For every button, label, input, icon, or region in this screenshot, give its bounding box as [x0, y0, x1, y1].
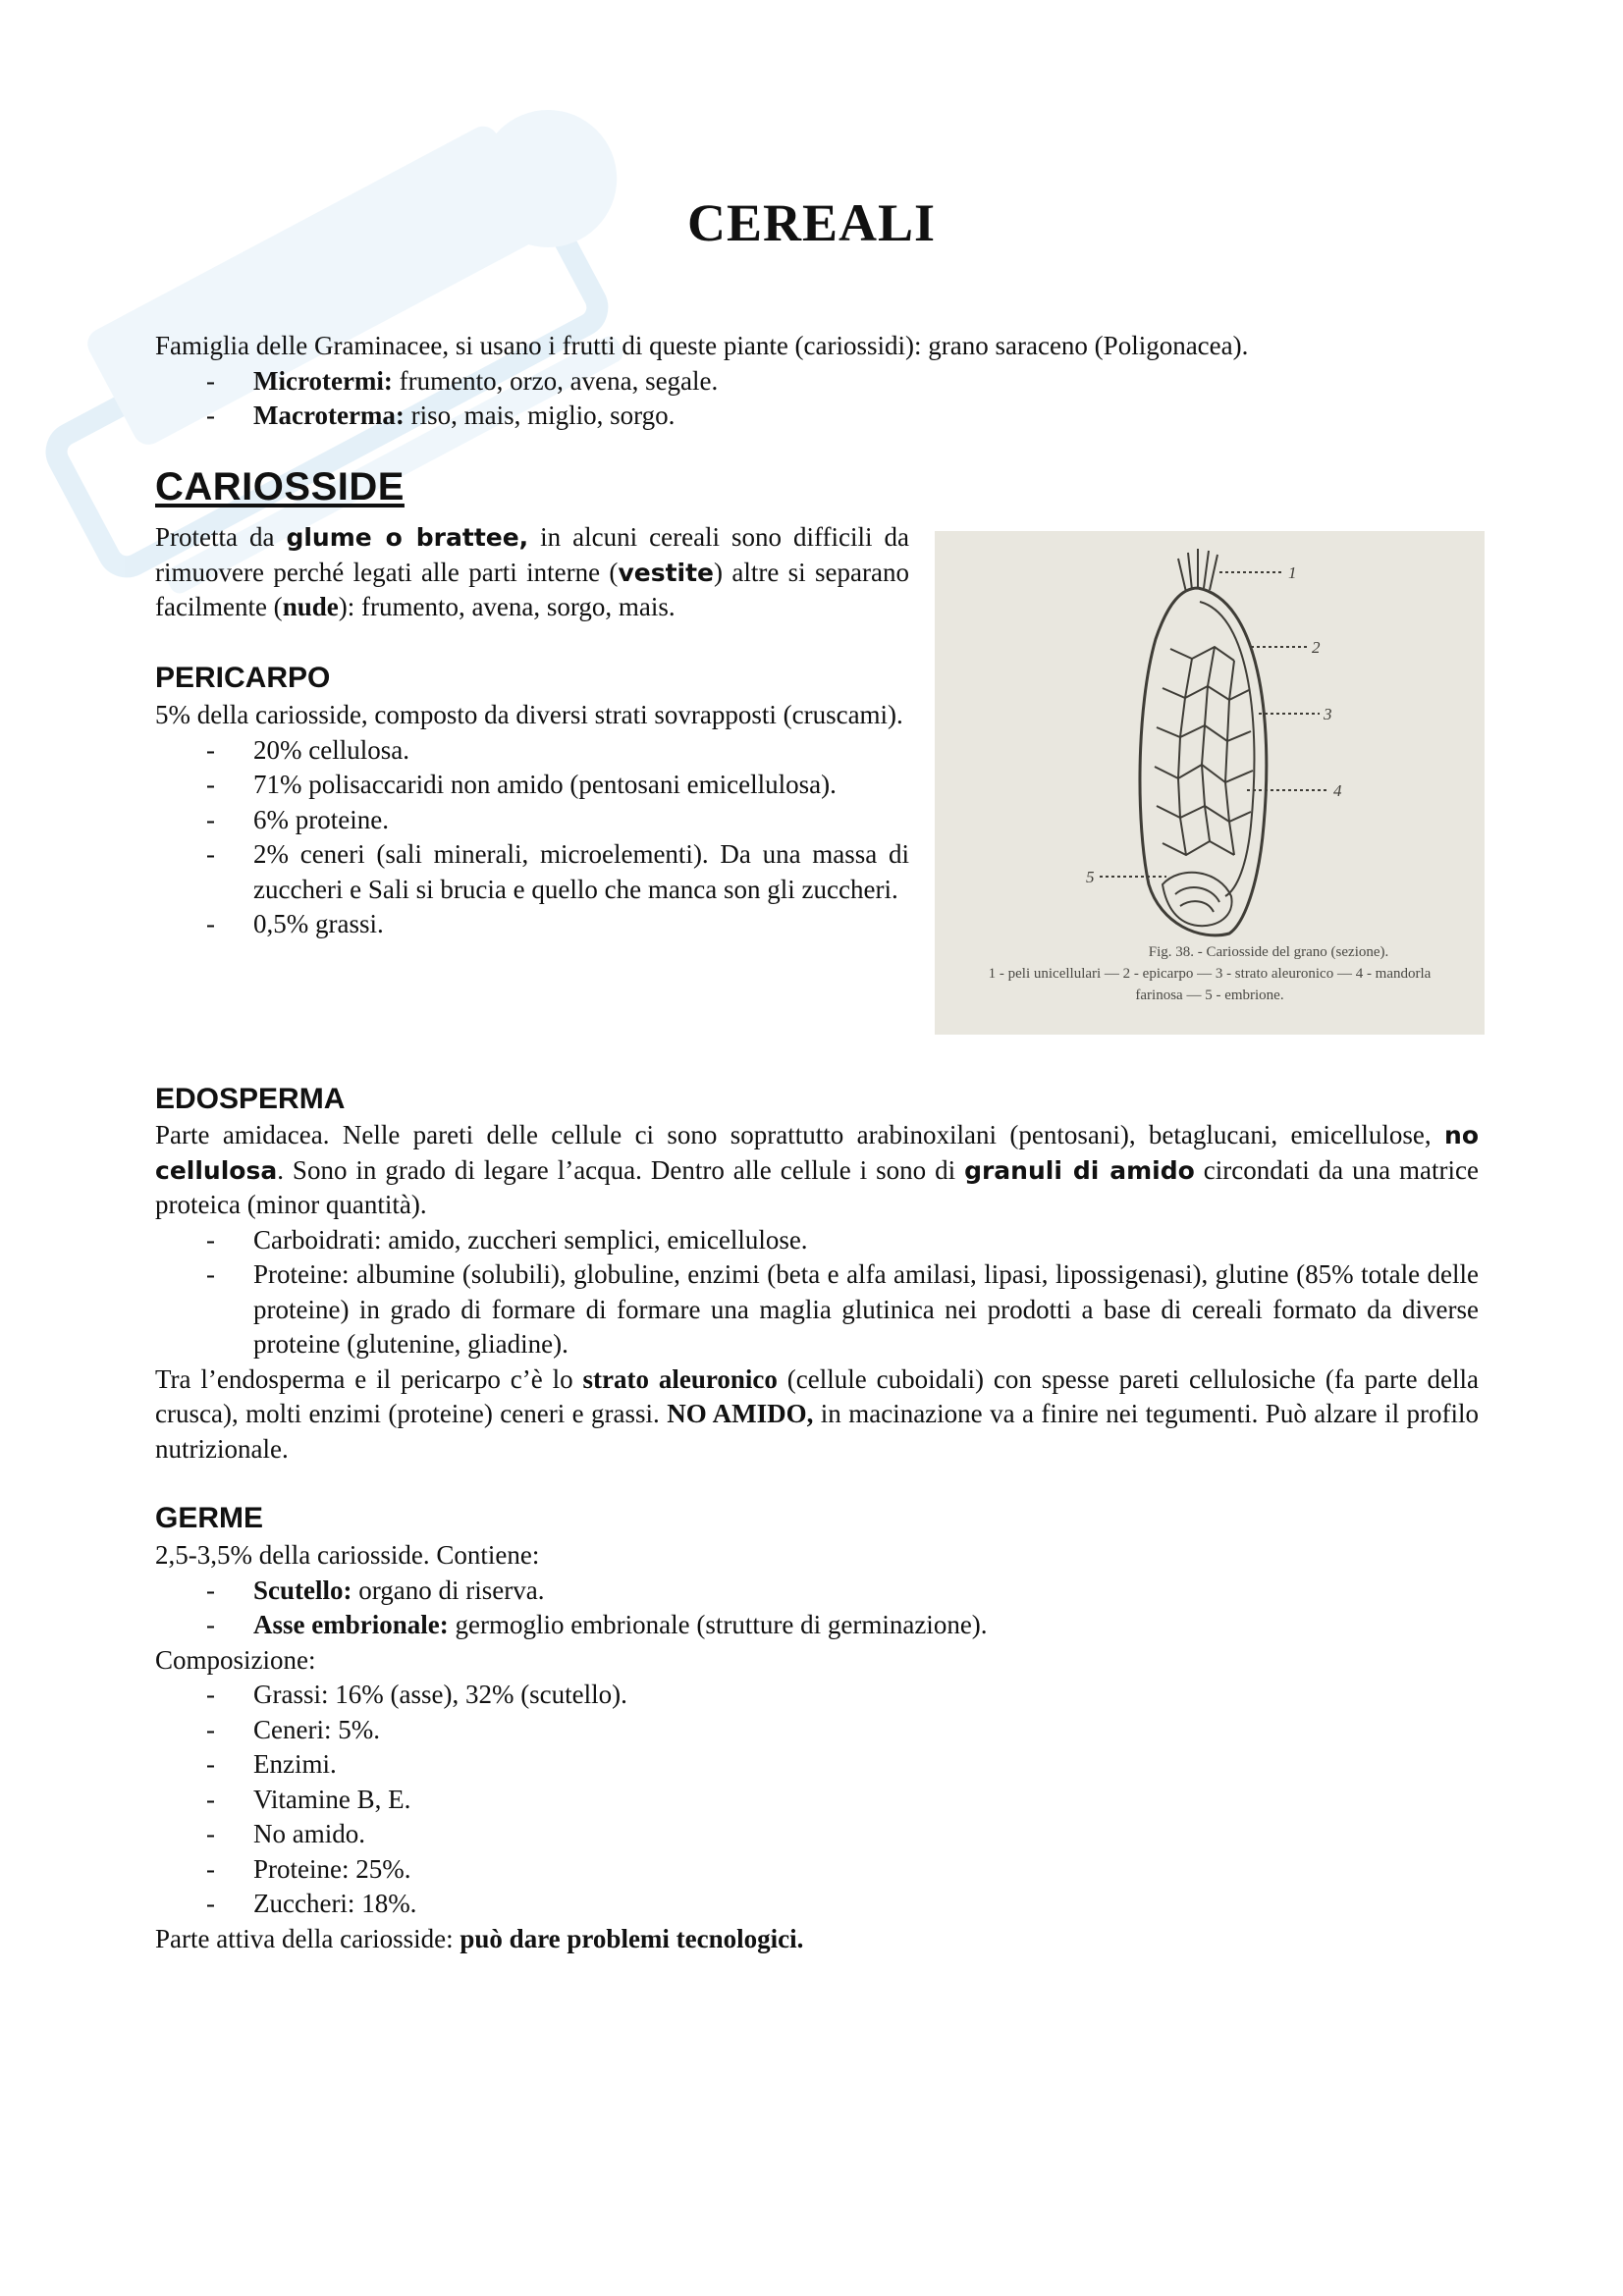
pericarpo-intro: 5% della cariosside, composto da diversi strati sovrapposti (cruscami). — [155, 700, 903, 729]
item-text: frumento, orzo, avena, segale. — [392, 365, 719, 396]
list-item — [155, 1747, 1479, 1783]
pericarpo-section — [155, 698, 909, 942]
text-run: circondati da una matrice proteica (minor quantità). — [155, 1154, 1480, 1219]
page-title: CEREALI — [686, 193, 937, 252]
germe-section — [155, 1538, 1479, 1956]
dash-mark: - — [206, 1610, 215, 1639]
germe-list — [155, 1574, 1479, 1643]
bold-run: vestite — [618, 558, 714, 587]
dash-mark: - — [206, 909, 215, 938]
dash-mark: - — [206, 734, 215, 765]
list-item — [155, 768, 909, 803]
heading-germe: GERME — [155, 1502, 264, 1534]
item-text: No amido. — [253, 1819, 365, 1848]
dash-mark: - — [206, 365, 215, 396]
text-run: Tra l’endosperma e il pericarpo c’è lo — [155, 1363, 583, 1394]
heading-pericarpo: PERICARPO — [155, 662, 331, 694]
bold-run: glume o brattee, — [286, 523, 529, 552]
text-run: . Sono in grado di legare l’acqua. Dentro alle cellule i sono di — [277, 1154, 965, 1185]
list-item — [155, 837, 909, 907]
item-text: 6% proteine. — [253, 804, 389, 834]
bold-run: NO AMIDO, — [667, 1399, 814, 1428]
caption-line: 1 - peli unicellulari — 2 - epicarpo — 3 - strato aleuronico — 4 - mandorla — [988, 966, 1432, 982]
list-item — [155, 1817, 1479, 1852]
caryopsis-figure — [935, 531, 1485, 1035]
list-item — [155, 733, 909, 769]
dash-mark: - — [206, 1784, 215, 1814]
item-text: 0,5% grassi. — [253, 909, 384, 938]
list-item — [155, 1574, 1479, 1609]
aleuronic-paragraph — [155, 1362, 1479, 1468]
item-text: Carboidrati: amido, zuccheri semplici, emicellulose. — [253, 1224, 808, 1255]
list-item — [155, 364, 1471, 400]
edosperma-list — [155, 1223, 1479, 1362]
composition-list — [155, 1678, 1479, 1922]
dash-mark: - — [206, 1259, 215, 1289]
item-text: Ceneri: 5%. — [253, 1714, 380, 1744]
list-item — [155, 1852, 1479, 1888]
figure-label-4: 4 — [1333, 781, 1342, 800]
item-bold: Scutello: — [253, 1575, 352, 1605]
dash-mark: - — [206, 839, 215, 869]
list-item — [155, 1887, 1479, 1922]
figure-label-5: 5 — [1086, 868, 1095, 886]
list-item — [155, 1257, 1479, 1362]
bold-run: può dare problemi tecnologici. — [460, 1923, 804, 1953]
item-bold: Asse embrionale: — [253, 1610, 449, 1639]
edosperma-section — [155, 1118, 1479, 1467]
list-item — [155, 1713, 1479, 1748]
dash-mark: - — [206, 400, 215, 430]
item-text: 71% polisaccaridi non amido (pentosani emicellulosa). — [253, 770, 837, 799]
text-run: ): frumento, avena, sorgo, mais. — [338, 592, 676, 621]
text-run: in alcuni cereali sono difficili da rimuovere perché legati alle parti interne ( — [155, 522, 909, 587]
bold-run: strato aleuronico — [582, 1363, 778, 1394]
dash-mark: - — [206, 1714, 215, 1744]
text-run: ) altre si separano facilmente ( — [155, 557, 909, 621]
item-text: Enzimi. — [253, 1749, 337, 1779]
germe-final — [155, 1922, 1479, 1957]
composition-label: Composizione: — [155, 1644, 316, 1675]
pericarpo-list — [155, 733, 909, 942]
item-text: Proteine: albumine (solubili), globuline, enzimi (beta e alfa amilasi, lipasi, lipossigenasi), glutine (85% totale delle proteine) in grado di formare di formare una maglia glutinica nei prodotti a base di cereali formato da diverse proteine (glutenine, gliadine). — [253, 1259, 1479, 1359]
edosperma-paragraph — [155, 1118, 1479, 1223]
text-run: in macinazione va a finire nei tegumenti. Può alzare il profilo nutrizionale. — [155, 1399, 1479, 1464]
dash-mark: - — [206, 1749, 215, 1779]
list-item — [155, 907, 909, 942]
heading-cariosside: CARIOSSIDE — [155, 465, 405, 508]
dash-mark: - — [206, 1853, 215, 1884]
dash-mark: - — [206, 1575, 215, 1605]
intro-list — [155, 364, 1471, 434]
heading-edosperma: EDOSPERMA — [155, 1083, 346, 1115]
dash-mark: - — [206, 1680, 215, 1709]
dash-mark: - — [206, 1819, 215, 1848]
list-item — [155, 1223, 1479, 1258]
intro-text: Famiglia delle Graminacee, si usano i frutti di queste piante (cariossidi): grano saraceno (Poligonacea). — [155, 331, 1249, 360]
dash-mark: - — [206, 770, 215, 799]
figure-label-2: 2 — [1312, 638, 1321, 657]
item-text: Proteine: 25%. — [253, 1853, 411, 1884]
item-text: germoglio embrionale (strutture di germinazione). — [448, 1610, 988, 1639]
list-item — [155, 399, 1471, 434]
dash-mark: - — [206, 804, 215, 834]
caryopsis-drawing — [935, 531, 1485, 943]
caption-line: farinosa — 5 - embrione. — [1135, 988, 1284, 1003]
germe-intro: 2,5-3,5% della cariosside. Contiene: — [155, 1540, 540, 1570]
bold-run: nude — [282, 592, 339, 621]
list-item — [155, 1678, 1479, 1713]
item-text: Grassi: 16% (asse), 32% (scutello). — [253, 1680, 627, 1709]
cariosside-paragraph — [155, 520, 909, 625]
bold-run: granuli di amido — [964, 1155, 1195, 1185]
figure-caption — [935, 941, 1485, 1006]
bold-run: no cellulosa — [155, 1121, 1479, 1185]
item-text: 2% ceneri (sali minerali, microelementi). Da una massa di zuccheri e Sali si brucia e quello che manca son gli zuccheri. — [253, 839, 909, 904]
item-bold: Macroterma: — [253, 400, 405, 430]
item-text: organo di riserva. — [352, 1575, 545, 1605]
text-run: Protetta da — [155, 522, 287, 552]
figure-label-1: 1 — [1288, 563, 1297, 582]
intro-section — [155, 329, 1471, 434]
list-item — [155, 1783, 1479, 1818]
list-item — [155, 803, 909, 838]
list-item — [155, 1608, 1479, 1643]
dash-mark: - — [206, 1224, 215, 1255]
item-text: riso, mais, miglio, sorgo. — [404, 400, 676, 430]
item-text: Zuccheri: 18%. — [253, 1889, 417, 1918]
item-text: Vitamine B, E. — [253, 1784, 411, 1814]
item-text: 20% cellulosa. — [253, 734, 409, 765]
text-run: Parte amidacea. Nelle pareti delle cellule ci sono soprattutto arabinoxilani (pentosani), betaglucani, emicellulose, — [155, 1120, 1445, 1149]
dash-mark: - — [206, 1889, 215, 1918]
item-bold: Microtermi: — [253, 365, 393, 396]
caption-line: Fig. 38. - Cariosside del grano (sezione). — [1148, 944, 1389, 960]
text-run: Parte attiva della cariosside: — [155, 1923, 460, 1953]
text-run: (cellule cuboidali) con spesse pareti cellulosiche (fa parte della crusca), molti enzimi (proteine) ceneri e grassi. — [155, 1363, 1479, 1428]
figure-label-3: 3 — [1324, 705, 1332, 723]
